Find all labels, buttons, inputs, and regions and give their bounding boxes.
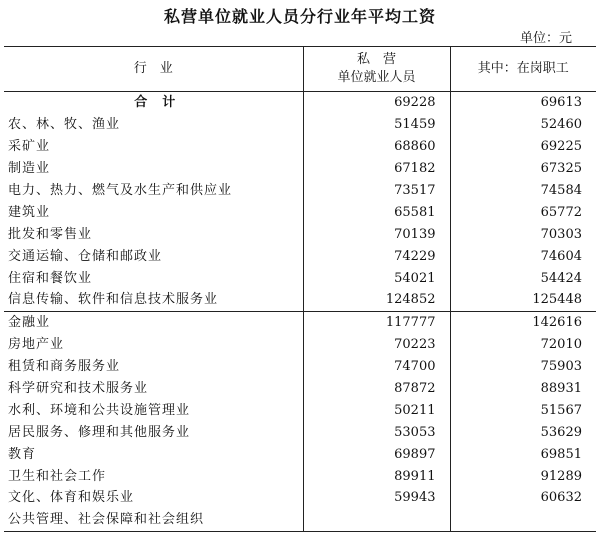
private-wage-value: 117777 — [303, 311, 450, 333]
onpost-wage-value: 69851 — [540, 446, 582, 462]
table-row — [4, 443, 596, 465]
private-wage-value: 124852 — [303, 289, 450, 311]
industry-name: 房地产业 — [4, 334, 303, 356]
table-body — [4, 92, 596, 532]
industry-name: 电力、热力、燃气及水生产和供应业 — [4, 180, 303, 202]
table-row — [4, 289, 596, 311]
wage-table — [4, 46, 596, 532]
industry-name: 信息传输、软件和信息技术服务业 — [4, 289, 303, 311]
table-row — [4, 421, 596, 443]
private-wage-value: 50211 — [303, 399, 450, 421]
private-wage-value: 70139 — [303, 223, 450, 245]
header-private-line1: 私 营 — [356, 52, 396, 67]
industry-name: 公共管理、社会保障和社会组织 — [4, 509, 303, 531]
private-wage-value: 70223 — [303, 334, 450, 356]
table-row — [4, 267, 596, 289]
table-row — [4, 487, 596, 509]
industry-name: 合 计 — [4, 92, 303, 114]
onpost-wage-value: 142616 — [450, 311, 596, 333]
private-wage-value: 68860 — [303, 136, 450, 158]
industry-name: 科学研究和技术服务业 — [4, 378, 303, 400]
table-row — [4, 311, 596, 333]
page-title: 私营单位就业人员分行业年平均工资 — [163, 7, 436, 26]
table-row — [4, 180, 596, 202]
industry-name: 批发和零售业 — [4, 223, 303, 245]
private-wage-value: 74700 — [303, 356, 450, 378]
onpost-wage-value: 60632 — [540, 490, 582, 506]
onpost-wage-value: 125448 — [532, 292, 582, 308]
table-row — [4, 223, 596, 245]
industry-name: 卫生和社会工作 — [4, 465, 303, 487]
private-wage-value: 73517 — [303, 180, 450, 202]
industry-name: 水利、环境和公共设施管理业 — [4, 399, 303, 421]
private-wage-value: 65581 — [303, 201, 450, 223]
industry-name: 教育 — [4, 443, 303, 465]
onpost-wage-value — [450, 509, 596, 531]
private-wage-value: 74229 — [303, 245, 450, 267]
private-wage-value: 89911 — [303, 465, 450, 487]
industry-name: 金融业 — [4, 311, 303, 333]
table-row — [4, 509, 596, 531]
industry-name: 建筑业 — [4, 201, 303, 223]
industry-name: 农、林、牧、渔业 — [4, 114, 303, 136]
onpost-wage-value: 91289 — [540, 468, 582, 484]
private-wage-value: 69228 — [303, 92, 450, 114]
onpost-wage-value: 74584 — [540, 183, 582, 198]
header-industry-label: 行 业 — [133, 61, 173, 76]
header-private-employees — [303, 47, 450, 92]
onpost-wage-value: 65772 — [540, 204, 582, 220]
private-wage-value: 53053 — [303, 421, 450, 443]
private-wage-value: 54021 — [303, 267, 450, 289]
onpost-wage-value: 74604 — [540, 248, 582, 264]
table-row — [4, 399, 596, 421]
industry-name: 交通运输、仓储和邮政业 — [4, 245, 303, 267]
onpost-wage-value: 88931 — [540, 381, 582, 397]
table-row — [4, 378, 596, 400]
industry-name: 采矿业 — [4, 136, 303, 158]
onpost-wage-value: 72010 — [540, 337, 582, 353]
private-wage-value — [303, 509, 450, 531]
industry-name: 文化、体育和娱乐业 — [4, 487, 303, 509]
onpost-wage-value: 51567 — [540, 402, 582, 418]
table-row — [4, 136, 596, 158]
private-wage-value: 51459 — [303, 114, 450, 136]
private-wage-value: 69897 — [303, 443, 450, 465]
header-onpost-label: 其中：在岗职工 — [477, 61, 569, 76]
header-industry — [4, 47, 303, 92]
header-onpost-staff — [450, 47, 596, 92]
industry-name: 居民服务、修理和其他服务业 — [4, 421, 303, 443]
table-row — [4, 201, 596, 223]
table-row — [4, 334, 596, 356]
table-row-total — [4, 92, 596, 114]
private-wage-value: 67182 — [303, 158, 450, 180]
table-row — [4, 356, 596, 378]
unit-label: 单位：元 — [519, 31, 572, 46]
table-row — [4, 245, 596, 267]
onpost-wage-value: 53629 — [540, 424, 582, 440]
onpost-wage-value: 54424 — [540, 270, 582, 286]
header-private-line2: 单位就业人员 — [337, 70, 416, 85]
table-row — [4, 158, 596, 180]
onpost-wage-value: 69613 — [540, 95, 582, 111]
onpost-wage-value: 75903 — [540, 359, 582, 375]
industry-name: 租赁和商务服务业 — [4, 356, 303, 378]
table-header — [4, 47, 596, 92]
private-wage-value: 59943 — [303, 487, 450, 509]
onpost-wage-value: 69225 — [540, 139, 582, 155]
onpost-wage-value: 67325 — [540, 161, 582, 177]
table-row — [4, 114, 596, 136]
table-row — [4, 465, 596, 487]
private-wage-value: 87872 — [303, 378, 450, 400]
industry-name: 制造业 — [4, 158, 303, 180]
onpost-wage-value: 70303 — [540, 226, 582, 242]
industry-name: 住宿和餐饮业 — [4, 267, 303, 289]
onpost-wage-value: 52460 — [540, 117, 582, 133]
